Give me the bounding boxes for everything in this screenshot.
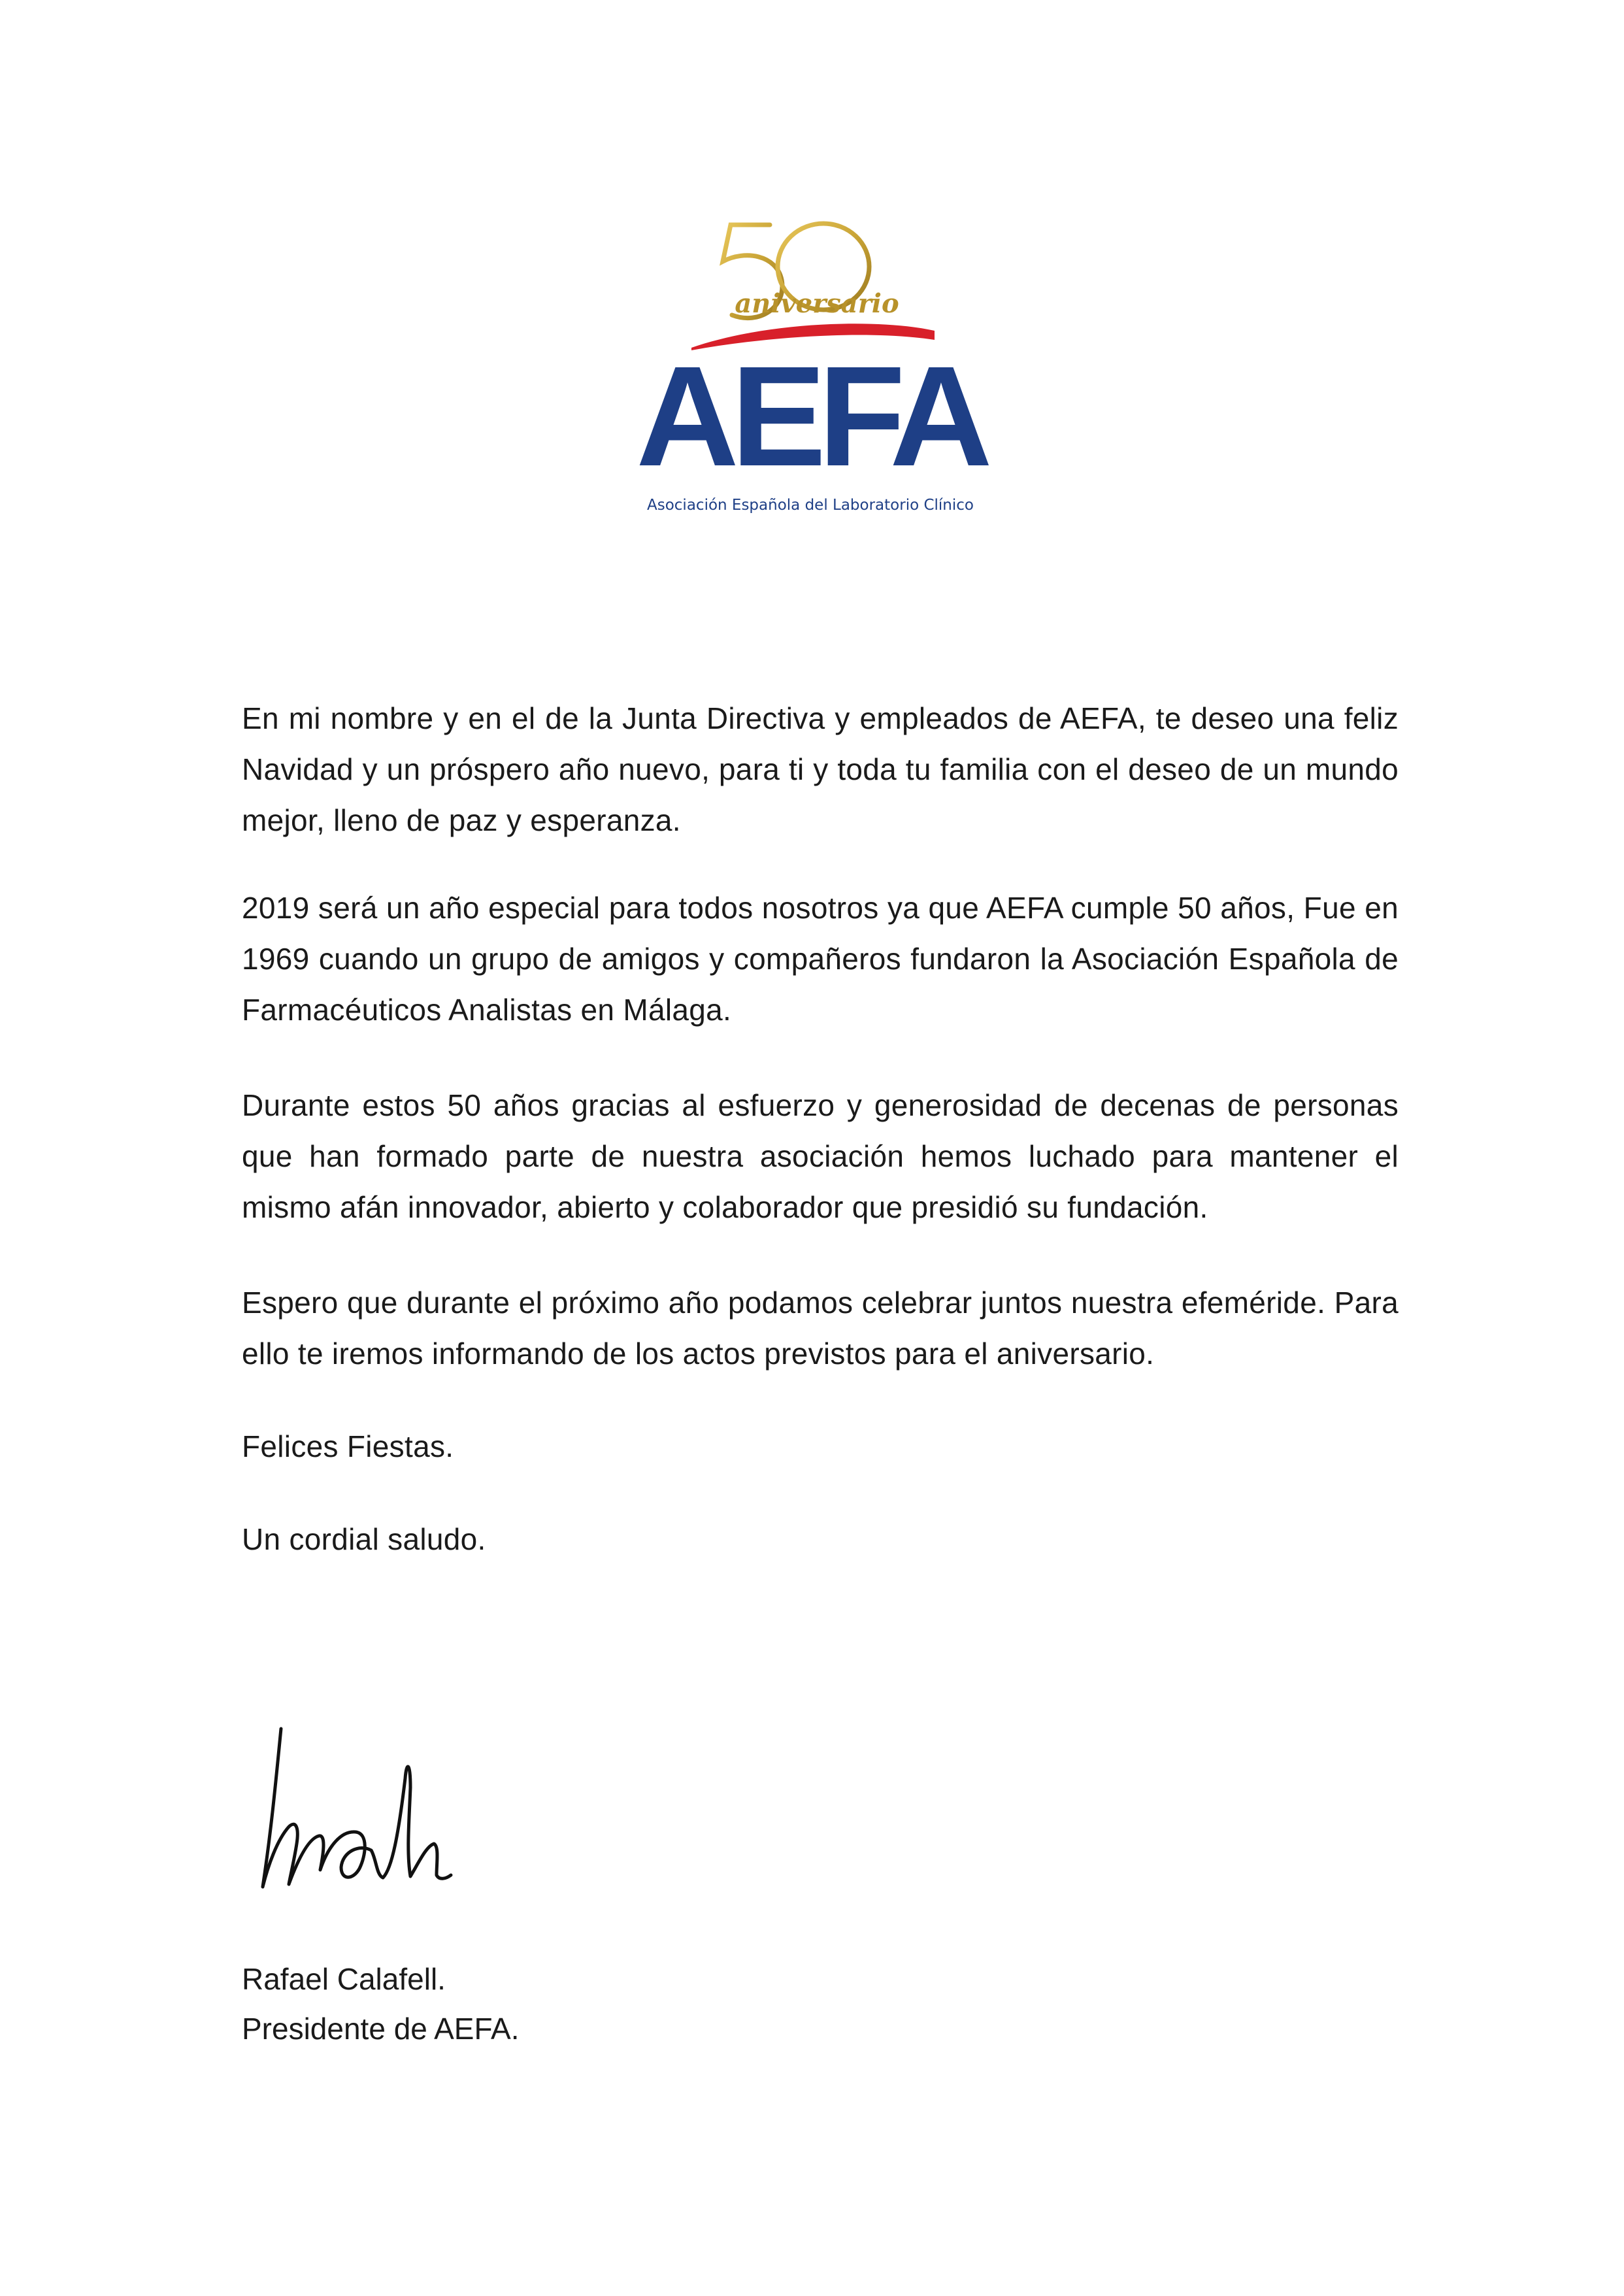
aniversario-script: aniversario bbox=[735, 288, 899, 319]
letter-body bbox=[242, 693, 1399, 1565]
signer-role: Presidente de AEFA. bbox=[242, 2012, 520, 2046]
aefa-anniversary-logo bbox=[621, 209, 1000, 562]
paragraph-history: Durante estos 50 años gracias al esfuerzo y generosidad de decenas de personas que han formado parte de nuestra asociación hemos luchado para mantener el mismo afán innovador, abierto y colaborador que presidió su fundación. bbox=[242, 1088, 1399, 1224]
aefa-wordmark: AEFA bbox=[636, 337, 985, 496]
paragraph-greeting: En mi nombre y en el de la Junta Directiva y empleados de AEFA, te deseo una feliz Navidad y un próspero año nuevo, para ti y toda tu familia con el deseo de un mundo mejor, lleno de paz y esperanza. bbox=[242, 701, 1399, 837]
aefa-subtitle: Asociación Española del Laboratorio Clínico bbox=[647, 497, 974, 514]
signoff-block bbox=[242, 1954, 520, 2054]
paragraph-felices-fiestas: Felices Fiestas. bbox=[242, 1429, 454, 1463]
paragraph-anniversary: 2019 será un año especial para todos nosotros ya que AEFA cumple 50 años, Fue en 1969 cuando un grupo de amigos y compañeros fundaron la Asociación Española de Farmacéuticos Analistas en Málaga. bbox=[242, 891, 1399, 1027]
paragraph-celebration: Espero que durante el próximo año podamos celebrar juntos nuestra efeméride. Para ello te iremos informando de los actos previstos para el aniversario. bbox=[242, 1286, 1399, 1371]
signature-graphic bbox=[243, 1716, 505, 1905]
signer-name: Rafael Calafell. bbox=[242, 1962, 446, 1996]
handwritten-signature bbox=[243, 1716, 505, 1905]
paragraph-cordial-saludo: Un cordial saludo. bbox=[242, 1522, 486, 1556]
aefa-logo-graphic bbox=[621, 209, 1000, 562]
